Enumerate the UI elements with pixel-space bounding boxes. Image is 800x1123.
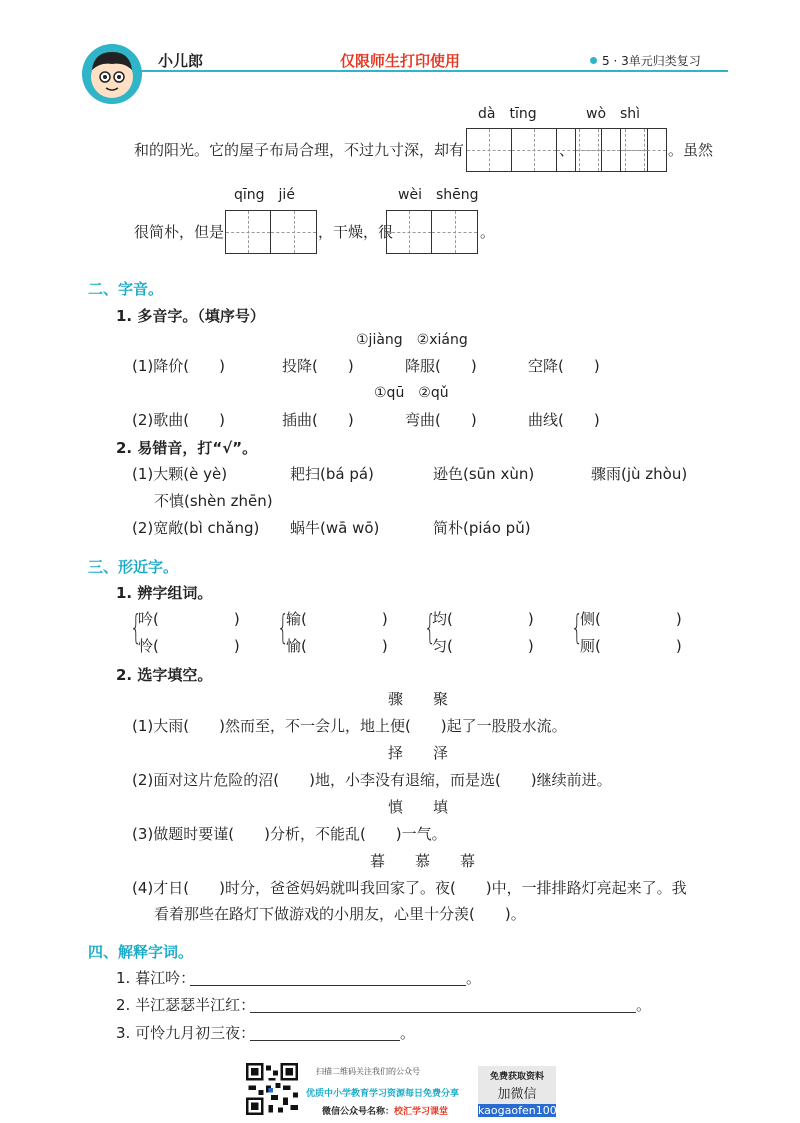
wechat-label: 微信公众号名称： bbox=[322, 1107, 395, 1117]
mispronounce-1-2[interactable]: 耙扫(bá pá) bbox=[290, 465, 374, 483]
choose-chars-title: 2. 选字填空。 bbox=[116, 666, 213, 684]
intro-line2-end: 。 bbox=[480, 223, 496, 241]
unit-label bbox=[590, 52, 701, 69]
pair-3-b[interactable]: 匀( ) bbox=[432, 637, 534, 655]
sentence-1[interactable]: (1)大雨( )然而至，不一会儿，地上便( )起了一股股水流。 bbox=[132, 717, 567, 735]
contact-box-title: 免费获取资料 bbox=[489, 1072, 544, 1082]
sentence-2[interactable]: (2)面对这片危险的沼( )地，小李没有退缩，而是选( )继续前进。 bbox=[132, 771, 612, 789]
pair-1-a[interactable]: 吟( ) bbox=[138, 610, 240, 628]
intro-line1-end: 。虽然 bbox=[668, 141, 714, 159]
sentence-4b[interactable]: 看着那些在路灯下做游戏的小朋友，心里十分羡( )。 bbox=[154, 905, 526, 923]
brand-name: 小儿郎 bbox=[158, 52, 204, 70]
section-3-title: 三、形近字。 bbox=[88, 558, 179, 576]
grid-woshi[interactable] bbox=[575, 128, 667, 172]
intro-line1-text: 和的阳光。它的屋子布局合理，不过九寸深，却有 bbox=[134, 141, 465, 159]
polyphone-1-3[interactable]: 降服( ) bbox=[405, 357, 477, 375]
polyphone-1-2[interactable]: 投降( ) bbox=[282, 357, 354, 375]
polyphone-options-1: ①jiàng ②xiáng bbox=[356, 332, 468, 348]
polyphone-options-2: ①qū ②qǔ bbox=[374, 385, 449, 401]
grid-weisheng[interactable] bbox=[386, 210, 478, 254]
print-notice: 仅限师生打印使用 bbox=[339, 52, 460, 70]
explain-2-answer-line[interactable] bbox=[250, 1012, 636, 1013]
polyphone-1-4[interactable]: 空降( ) bbox=[528, 357, 600, 375]
footer-scan-text: 扫描二维码关注我们的公众号 bbox=[316, 1067, 420, 1076]
pair-3-a[interactable]: 均( ) bbox=[432, 610, 534, 628]
pair-4-a[interactable]: 侧( ) bbox=[580, 610, 682, 628]
explain-1-end: 。 bbox=[466, 969, 482, 987]
contact-box-sub: 加微信 bbox=[497, 1087, 537, 1102]
mispronounce-1-1[interactable]: (1)大颗(è yè) bbox=[132, 465, 228, 483]
polyphone-2-1[interactable]: (2)歌曲( ) bbox=[132, 411, 225, 429]
sentence-4a[interactable]: (4)才日( )时分，爸爸妈妈就叫我回家了。夜( )中，一排排路灯亮起来了。我 bbox=[132, 879, 687, 897]
explain-2-label: 2. 半江瑟瑟半江红： bbox=[116, 996, 256, 1014]
footer-wechat bbox=[322, 1104, 448, 1117]
contact-box-id: kaogaofen100 bbox=[478, 1104, 557, 1117]
choice-3: 慎 填 bbox=[388, 798, 449, 816]
polyphone-2-3[interactable]: 弯曲( ) bbox=[405, 411, 477, 429]
pair-4-b[interactable]: 厕( ) bbox=[580, 637, 682, 655]
pinyin-woshi: wò shì bbox=[586, 106, 641, 122]
qr-code-icon bbox=[246, 1063, 298, 1115]
polyphone-2-2[interactable]: 插曲( ) bbox=[282, 411, 354, 429]
mispronounce-1-4[interactable]: 骤雨(jù zhòu) bbox=[591, 465, 688, 483]
pinyin-datong: dà tīng bbox=[478, 106, 537, 122]
intro-line2-text: 很简朴，但是 bbox=[134, 223, 225, 241]
mispronounce-2-1[interactable]: (2)宽敞(bì chǎng) bbox=[132, 519, 260, 537]
mispronounce-1-3[interactable]: 逊色(sūn xùn) bbox=[433, 465, 535, 483]
similar-chars-title: 1. 辨字组词。 bbox=[116, 584, 213, 602]
polyphone-title: 1. 多音字。（填序号） bbox=[116, 307, 265, 325]
pair-2-a[interactable]: 输( ) bbox=[286, 610, 388, 628]
mispronounce-2-2[interactable]: 蜗牛(wā wō) bbox=[290, 519, 380, 537]
explain-1-answer-line[interactable] bbox=[190, 985, 466, 986]
section-4-title: 四、解释字词。 bbox=[88, 943, 194, 961]
pair-2-b[interactable]: 愉( ) bbox=[286, 637, 388, 655]
intro-line2-mid: ，干燥，很 bbox=[318, 223, 394, 241]
sentence-3[interactable]: (3)做题时要谨( )分析，不能乱( )一气。 bbox=[132, 825, 447, 843]
footer-share-text: 优质中小学教育学习资源每日免费分享 bbox=[306, 1089, 460, 1099]
brace-icon: { bbox=[130, 608, 142, 648]
grid-qingjie[interactable] bbox=[225, 210, 317, 254]
footer-contact-box bbox=[478, 1066, 556, 1116]
mispronounce-1-5[interactable]: 不慎(shèn zhēn) bbox=[154, 492, 273, 510]
pinyin-qingjie: qīng jié bbox=[234, 187, 295, 203]
polyphone-2-4[interactable]: 曲线( ) bbox=[528, 411, 600, 429]
mispronounce-title: 2. 易错音，打“√”。 bbox=[116, 439, 258, 457]
section-2-title: 二、字音。 bbox=[88, 280, 164, 298]
mispronounce-2-3[interactable]: 简朴(piáo pǔ) bbox=[433, 519, 531, 537]
brace-icon: { bbox=[277, 608, 289, 648]
explain-1-label: 1. 暮江吟： bbox=[116, 969, 196, 987]
choice-2: 择 泽 bbox=[388, 744, 449, 762]
choice-1: 骤 聚 bbox=[388, 690, 449, 708]
pair-1-b[interactable]: 怜( ) bbox=[138, 637, 240, 655]
pinyin-weisheng: wèi shēng bbox=[398, 187, 479, 203]
polyphone-1-1[interactable]: (1)降价( ) bbox=[132, 357, 225, 375]
bullet-dot-icon bbox=[590, 57, 597, 64]
explain-3-label: 3. 可怜九月初三夜： bbox=[116, 1024, 256, 1042]
explain-2-end: 。 bbox=[636, 996, 652, 1014]
unit-label-text: 5 · 3单元归类复习 bbox=[602, 54, 701, 68]
choice-4: 暮 慕 幕 bbox=[370, 852, 476, 870]
explain-3-end: 。 bbox=[400, 1024, 416, 1042]
wechat-name: 校汇学习课堂 bbox=[394, 1107, 449, 1117]
intro-line1-sep: 、 bbox=[559, 141, 575, 159]
brace-icon: { bbox=[571, 608, 583, 648]
brace-icon: { bbox=[424, 608, 436, 648]
explain-3-answer-line[interactable] bbox=[250, 1040, 400, 1041]
